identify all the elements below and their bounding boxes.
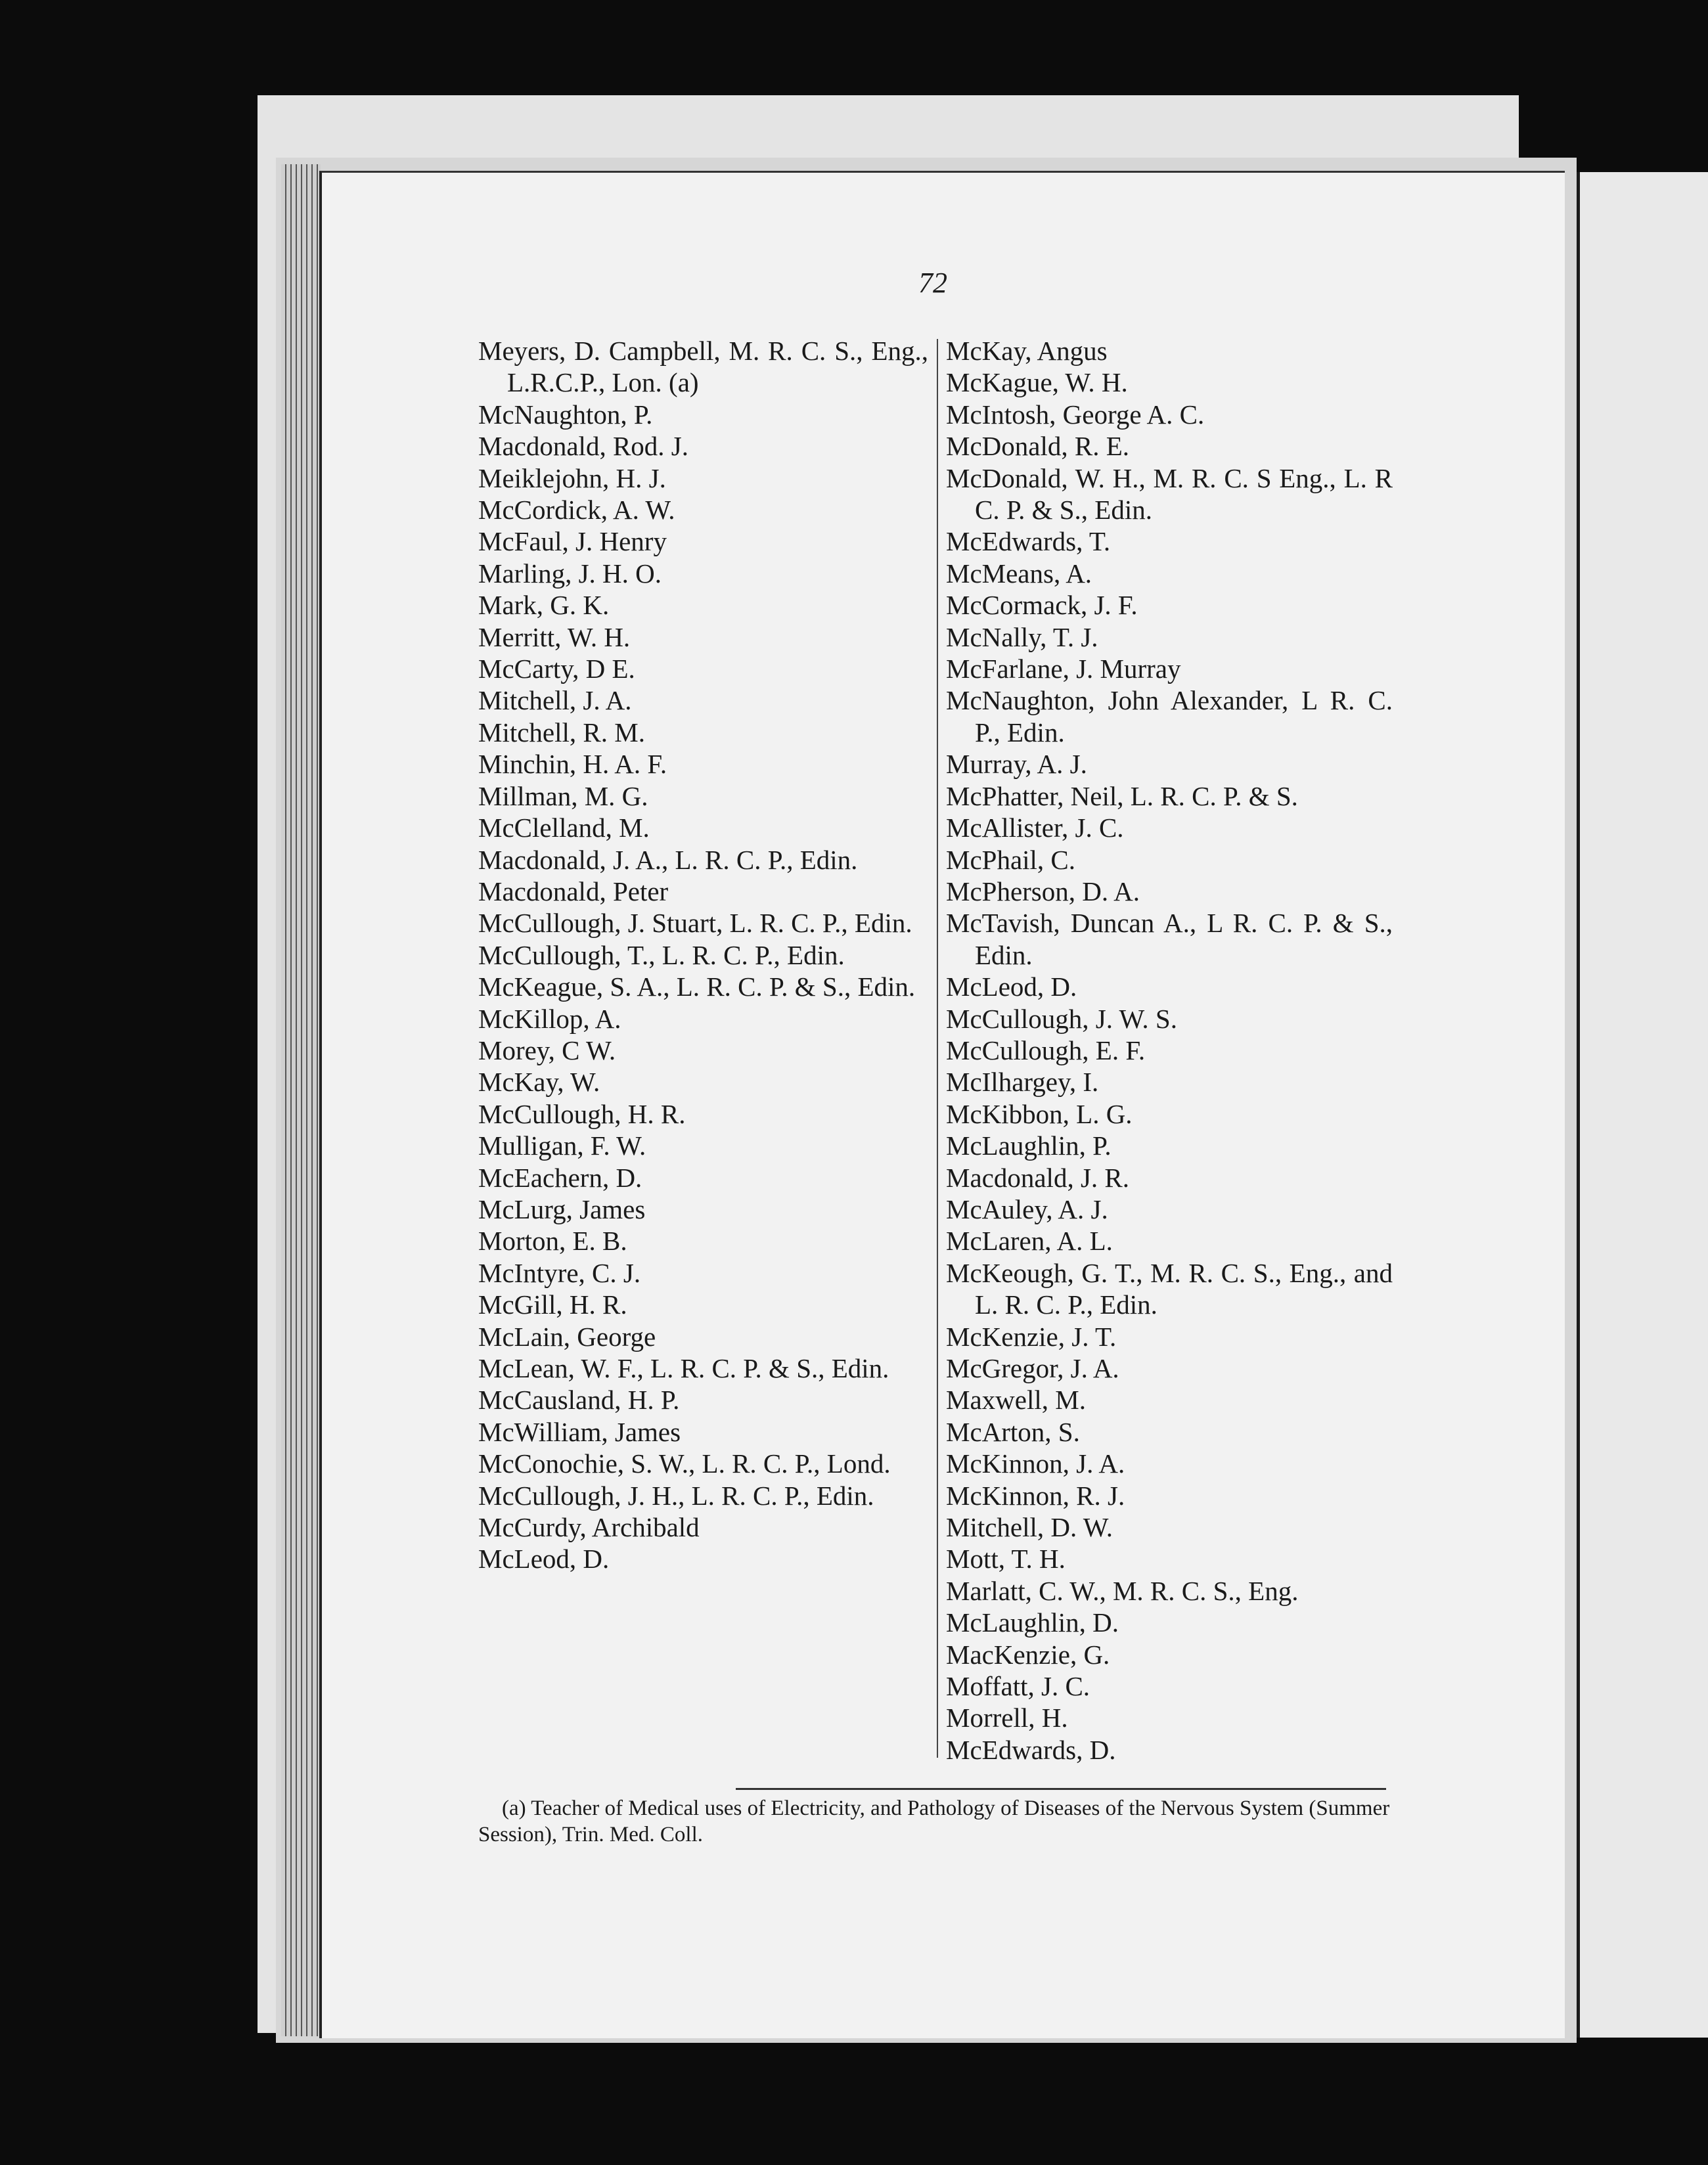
list-item: McFaul, J. Henry [478, 526, 667, 557]
list-item: McIntosh, George A. C. [946, 399, 1205, 430]
list-item: Minchin, H. A. F. [478, 749, 667, 780]
list-item: McClelland, M. [478, 813, 650, 843]
page-edge-stack [281, 164, 321, 2036]
list-item: McLaughlin, D. [946, 1607, 1119, 1638]
list-item: McCullough, J. Stuart, L. R. C. P., Edin. [478, 908, 912, 939]
list-item: McKeague, S. A., L. R. C. P. & S., Edin. [478, 971, 916, 1002]
list-item: McCullough, E. F. [946, 1035, 1146, 1065]
list-item: McKinnon, R. J. [946, 1480, 1125, 1511]
list-item: Macdonald, Rod. J. [478, 431, 688, 462]
list-item: McPhatter, Neil, L. R. C. P. & S. [946, 780, 1298, 811]
list-item: McCullough, J. H., L. R. C. P., Edin. [478, 1480, 874, 1511]
list-item: Mitchell, R. M. [478, 717, 645, 748]
list-item: McLain, George [478, 1321, 656, 1352]
list-item: McIlhargey, I. [946, 1067, 1099, 1098]
list-item: McAuley, A. J. [946, 1194, 1108, 1224]
list-item: McKillop, A. [478, 1003, 621, 1034]
list-item: McConochie, S. W., L. R. C. P., Lond. [478, 1448, 891, 1479]
list-item: McCullough, H. R. [478, 1098, 686, 1129]
list-item: McEdwards, T. [946, 526, 1111, 557]
list-item: McGregor, J. A. [946, 1353, 1119, 1383]
list-item: Mark, G. K. [478, 590, 610, 621]
list-item: Mitchell, J. A. [478, 685, 632, 716]
list-item: McCordick, A. W. [478, 495, 675, 525]
list-item: Macdonald, J. R. [946, 1162, 1129, 1193]
list-item: McNaughton, P. [478, 399, 653, 430]
list-item: McGill, H. R. [478, 1289, 627, 1320]
list-item: McLean, W. F., L. R. C. P. & S., Edin. [478, 1353, 889, 1383]
list-item: Meiklejohn, H. J. [478, 462, 666, 493]
list-item: McAllister, J. C. [946, 813, 1124, 843]
list-item: McNaughton, John Alexander, L R. C. P., Edin. [946, 685, 1393, 748]
list-item: McArton, S. [946, 1416, 1080, 1447]
list-item: McKenzie, J. T. [946, 1321, 1117, 1352]
list-item: McKinnon, J. A. [946, 1448, 1125, 1479]
footnote-rule [736, 1788, 1386, 1790]
list-item: McKibbon, L. G. [946, 1098, 1133, 1129]
list-item: McWilliam, James [478, 1416, 681, 1447]
list-item: McEdwards, D. [946, 1734, 1116, 1765]
list-item: Merritt, W. H. [478, 621, 631, 652]
list-item: McMeans, A. [946, 558, 1092, 589]
list-item: McFarlane, J. Murray [946, 654, 1181, 684]
list-item: McNally, T. J. [946, 621, 1098, 652]
list-item: Millman, M. G. [478, 780, 648, 811]
list-item: MacKenzie, G. [946, 1639, 1110, 1670]
right-column [946, 335, 1393, 1766]
list-item: Maxwell, M. [946, 1385, 1086, 1416]
list-item: Mitchell, D. W. [946, 1512, 1113, 1543]
column-divider [937, 339, 938, 1758]
list-item: McPhail, C. [946, 844, 1076, 875]
list-item: Morrell, H. [946, 1703, 1068, 1733]
list-item: McLaughlin, P. [946, 1130, 1112, 1161]
list-item: McLurg, James [478, 1194, 646, 1224]
footnote: (a) Teacher of Medical uses of Electricity, and Pathology of Diseases of the Nervous System (Summer Session), Trin. Med. Coll. [478, 1797, 1390, 1846]
list-item: McKague, W. H. [946, 367, 1128, 398]
list-item: McEachern, D. [478, 1162, 642, 1193]
list-item: McCullough, T., L. R. C. P., Edin. [478, 939, 845, 970]
list-item: McLeod, D. [478, 1544, 610, 1574]
list-item: Macdonald, Peter [478, 876, 669, 906]
list-item: McIntyre, C. J. [478, 1257, 641, 1288]
list-item: McCarty, D E. [478, 654, 635, 684]
list-item: McDonald, W. H., M. R. C. S Eng., L. R C. P. & S., Edin. [946, 462, 1393, 525]
page-number: 72 [918, 267, 947, 299]
list-item: Marling, J. H. O. [478, 558, 662, 589]
facing-page-edge [1577, 172, 1708, 2038]
list-item: Macdonald, J. A., L. R. C. P., Edin. [478, 844, 858, 875]
list-item: Morey, C W. [478, 1035, 616, 1065]
list-item: Meyers, D. Campbell, M. R. C. S., Eng., L.R.C.P., Lon. (a) [478, 336, 928, 398]
list-item: McCausland, H. P. [478, 1385, 680, 1416]
list-item: McCurdy, Archibald [478, 1512, 700, 1543]
list-item: Morton, E. B. [478, 1226, 627, 1257]
list-item: McPherson, D. A. [946, 876, 1140, 906]
list-item: McLeod, D. [946, 971, 1077, 1002]
left-column [478, 335, 928, 1575]
list-item: McCullough, J. W. S. [946, 1003, 1177, 1034]
list-item: McDonald, R. E. [946, 431, 1129, 462]
list-item: Marlatt, C. W., M. R. C. S., Eng. [946, 1575, 1299, 1606]
list-item: Mott, T. H. [946, 1544, 1066, 1574]
list-item: Mulligan, F. W. [478, 1130, 646, 1161]
list-item: McCormack, J. F. [946, 590, 1138, 621]
list-item: McKay, Angus [946, 336, 1108, 366]
list-item: McKay, W. [478, 1067, 600, 1098]
list-item: McKeough, G. T., M. R. C. S., Eng., and L. R. C. P., Edin. [946, 1257, 1393, 1320]
list-item: Moffatt, J. C. [946, 1671, 1090, 1702]
list-item: McTavish, Duncan A., L R. C. P. & S., Edin. [946, 908, 1393, 970]
list-item: McLaren, A. L. [946, 1226, 1113, 1257]
list-item: Murray, A. J. [946, 749, 1087, 780]
